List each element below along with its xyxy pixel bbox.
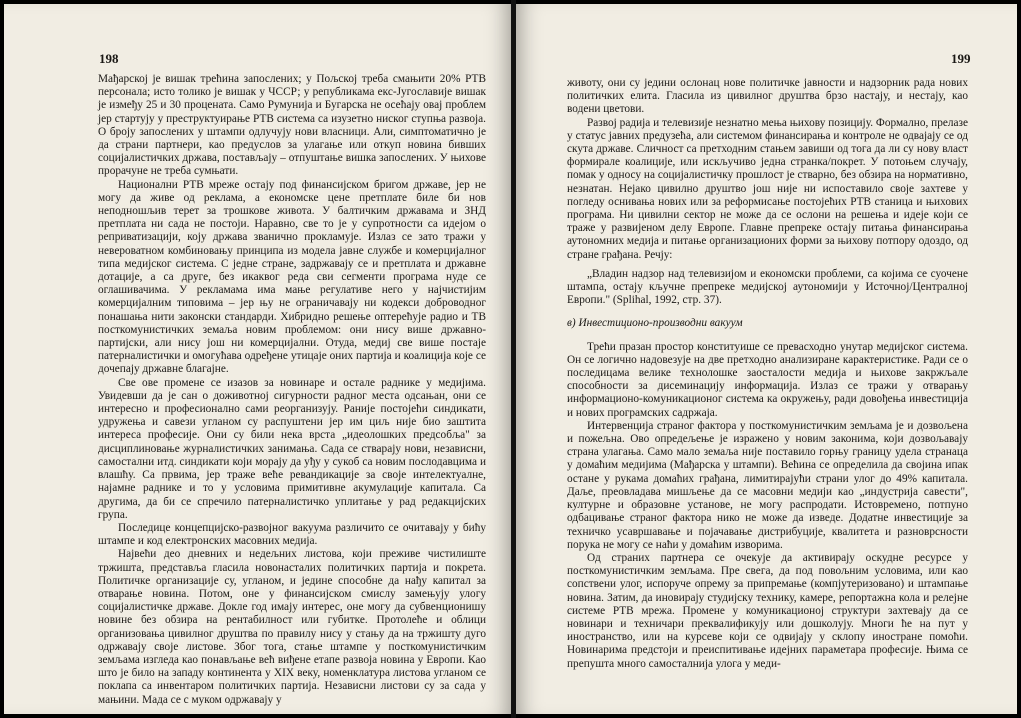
paragraph: Последице концепцијско-развојног вакуума различито се очитавају у бићу штампе и код електронских масовних медија.	[98, 521, 486, 548]
right-page	[516, 4, 1017, 714]
paragraph: Од страних партнера се очекује да активирају оскудне ресурсе у посткомунистичким земљама. Пре свега, да под повољним условима, или као сопствени улог, испоруче опрему за припремање (компјутеризовано) и штампање новина. Затим, да иновирају студијску технику, камере, репортажна кола и релејне системе РТВ мрежа. Промене у комуникационој структури захтевају да се новинари и техничари преквалификују или дошколују. Многи ће на пут у иностранство, или на курсеве који се одвијају у склопу иностране помоћи. Новинарима предстоји и преиспитивање идејних параметара професије. Њима се препушта много самосталнија улога у меди-	[567, 551, 968, 670]
paragraph: Национални РТВ мреже остају под финансијском бригом државе, јер не могу да живе од реклама, а економске цене претплате биле би нов неподношљив терет за трошкове живота. У балтичким државама и ЗНД претплата ни сада не постоји. Наравно, све то је у супротности са идејом о реприватизацији, коју држава званично прокламује. Излаз се зато тражи у невероватном комбиновању принципа из модела јавне службе и комерцијалног типа медијског система. С једне стране, задржавају се и претплата и државне дотације, а са друге, без икаквог реда сви сегменти програма нуде се оглашивачима. У рекламама има мање регулативе него у најчистијим комерцијалним типовима – јер њу не ограничавају ни кодекси доброводног понашања нити законски стандарди. Хибридно решење оптерећује радио и ТВ посткомунистичких земаља новим проблемом: они нису више државно-партијски, али нису још ни комерцијални. Отуда, медиј све више постаје патерналистички и омогућава одређене утицаје оних партија и коалиција које се дочепају државне благајне.	[98, 178, 486, 376]
page-number: 199	[951, 51, 971, 66]
left-page-body	[98, 73, 486, 707]
paragraph: Интервенција страног фактора у посткомунистичким земљама је и дозвољена и пожељна. Ово опредељење је изражено у новим законима, који дозвољавају страна улагања. Само мало земаља није поставило горњу границу удела странаца у домаћим медијима (Мађарска у штампи). Већина се определила да својина ипак остане у рукама домаћих грађана, лимитирајући страни улог до 49% капитала. Даље, преовладава мишљење да се масовни медији као „индустрија савести", културне и образовне установе, не могу распродати. Истовремено, потпуно одбацивање страног фактора нико не може да изведе. Додатне инвестиције за техничко усавршавање и појачавање дистрибуције, квалитета и разноврсности порука не могу се наћи у домаћим изворима.	[567, 419, 968, 551]
paragraph: Највећи део дневних и недељних листова, који преживе чистилиште тржишта, представља гласила новонасталих политичких партија и покрета. Политичке организације су, угланом, и једине способне да нађу капитал за отварање новина. Потом, оне у финансијском смислу замењују улогу социјалистичке државе. Докле год имају интерес, оне могу да субвенционишу новине без обзира на рентабилност или губитке. Протолеће и облици организовања цивилног друштва по правилу нису у стању да на тржишту дуго одржавају своје листове. Због тога, стање штампе у посткомунистичким земљама изгледа као понављање већ виђене етапе развоја новина у Европи. Као што је било на западу континента у XIX веку, номенклатура листова угланом се поклапа са инвентаром политичких партија. Независни листови су за сада у мањини. Мада се с муком одржавају у	[98, 548, 486, 706]
block-quote: „Владин надзор над телевизијом и економски проблеми, са којима се суочене штампа, остају кључне препреке медијској аутономији у Источној/Централној Европи." (Splihal, 1992, стр. 37).	[567, 267, 968, 307]
paragraph: животу, они су једини ослонац нове политичке јавности и надзорник рада нових политичких елита. Гласила из цивилног друштва брзо настају, и нестају, као водени цветови.	[567, 77, 968, 116]
paragraph: Све ове промене се изазов за новинаре и остале раднике у медијима. Увидевши да је сан о доживотној сигурности радног места одсањан, они се интересно и професионално сами реорганизују. Раније постојећи синдикати, удружења и савези угланом су распуштени јер им циљ није био заштита интереса професије. Они су били нека врста „идеолошких предсобља" за дисциплиновање журналистичких занимања. Сада се стварају нови, независни, самостални итд. синдикати који морају да уђу у сукоб са новим послодавцима и влашћу. Са првима, јер траже веће ревандикације за своје интелектуалне, најамне раднике и то у условима примитивне акумулације капитала. Са другима, да би се спречило патерналистичко уплитање у рад редакцијских група.	[98, 376, 486, 521]
paragraph: Развој радија и телевизије незнатно мења њихову позицију. Формално, прелазе у статус јавних предузећа, али системом финансирања и контроле не одвајају се од скута државе. Сличност са претходним стањем завиши од тога да ли су нову власт формирале коалиције, или искључиво једна странка/покрет. У потоњем случају, помак у односу на социјалистичку прошлост је стварно, без обзира на нормативно, незнатан. Нејако цивилно друштво још није ни испоставило своје захтеве у погледу оснивања нових или за реформисање постојећих РТВ станица и њихових програма. Ни цивилни сектор не може да се ослони на решења и идеје који се траже у развијеном делу Европе. Главне препреке остају питања финансирања аутономних медија и питање организационих форми за њихову потпору одоздо, од стране грађана. Речју:	[567, 116, 968, 261]
right-page-body	[567, 77, 968, 671]
paragraph: Трећи празан простор конституише се превасходно унутар медијског система. Он се логично надовезује на две претходно анализиране карактеристике. Ради се о последицама велике технолошке заосталости медија и њихове закржљале способности за дисеминацију информација. Излаз се тражи у отварању информационо-комуникационог система ка окружењу, ради довођења инвестиција и нових програмских садржаја.	[567, 340, 968, 419]
paragraph: Мађарској је вишак трећина запослених; у Пољској треба смањити 20% РТВ персонала; исто толико је вишак у ЧССР; у републикама екс-Југославије вишак је између 25 и 30 процената. Само Румунија и Бугарска не осећају овај проблем јер стартују у преструктуирање РТВ система са изузетно ниског ступња развоја. О броју запослених у штампи одлучују нови власници. Али, симптоматично је да страни партнери, као предуслов за улагање или откуп новина бивших социјалистичких држава, постављају – отпуштање вишка запослених. У њихове прорачуне не треба сумњати.	[98, 73, 486, 178]
section-heading: в) Инвестиционо-производни вакуум	[567, 317, 743, 330]
page-number: 198	[99, 51, 119, 66]
left-page	[4, 4, 511, 714]
